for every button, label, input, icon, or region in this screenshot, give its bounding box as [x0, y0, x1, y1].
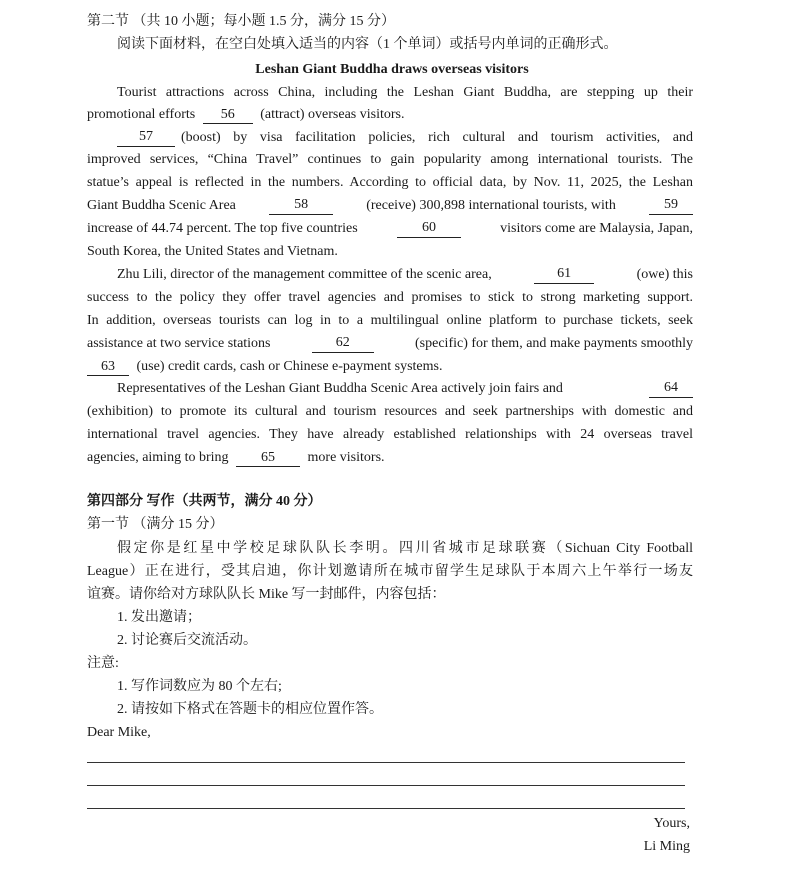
p3-line1 — [117, 266, 693, 284]
p2-line2: improved services, “China Travel” continues to gain popularity among international tourists. The — [87, 152, 693, 167]
part4-heading: 第四部分 写作（共两节，满分 40 分） — [87, 494, 322, 509]
text-segment: Giant Buddha Scenic Area — [87, 198, 236, 213]
text-segment: (receive) 300,898 international tourists, with — [366, 198, 616, 213]
part4-subheading: 第一节 （满分 15 分） — [87, 517, 224, 532]
blank-64[interactable]: 64 — [649, 380, 693, 398]
prompt-line1: 假定你是红星中学校足球队队长李明。四川省城市足球联赛（Sichuan City Football — [117, 541, 693, 556]
writing-line[interactable] — [87, 785, 685, 786]
p3-line2: success to the policy they offer travel agencies and promises to stick to strong marketing support. — [87, 290, 693, 305]
blank-60[interactable]: 60 — [397, 220, 461, 238]
letter-signature: Li Ming — [643, 839, 690, 854]
text-segment: increase of 44.74 percent. The top five countries — [87, 221, 358, 236]
blank-62[interactable]: 62 — [312, 335, 374, 353]
writing-line[interactable] — [87, 808, 685, 809]
blank-59[interactable]: 59 — [649, 197, 693, 215]
p2-line1 — [117, 129, 693, 147]
section-instruction: 阅读下面材料，在空白处填入适当的内容（1 个单词）或括号内单词的正确形式。 — [117, 37, 618, 52]
text-segment: (specific) for them, and make payments smoothly — [415, 336, 693, 351]
blank-61[interactable]: 61 — [534, 266, 594, 284]
blank-57[interactable]: 57 — [117, 129, 175, 147]
letter-greeting: Dear Mike, — [87, 725, 151, 740]
text-segment: (attract) overseas visitors. — [260, 107, 405, 122]
blank-56[interactable]: 56 — [203, 107, 253, 124]
p4-line4 — [87, 449, 385, 467]
p2-line3: statue’s appeal is reflected in the numbers. According to official data, by Nov. 11, 2025, the Leshan — [87, 175, 693, 190]
text-segment: Zhu Lili, director of the management committee of the scenic area, — [117, 267, 492, 282]
text-segment: visitors come are Malaysia, Japan, — [500, 221, 693, 236]
note-item-1: 1. 写作词数应为 80 个左右; — [117, 679, 282, 694]
blank-63[interactable]: 63 — [87, 359, 129, 376]
note-item-2: 2. 请按如下格式在答题卡的相应位置作答。 — [117, 702, 383, 717]
prompt-line2: League）正在进行，受其启迪，你计划邀请所在城市留学生足球队于本周六上午举行一场友 — [87, 564, 693, 579]
passage-title: Leshan Giant Buddha draws overseas visitors — [255, 62, 529, 77]
p1-line2 — [87, 106, 404, 124]
p2-line5 — [87, 220, 693, 238]
p4-line3: international travel agencies. They have already established relationships with 24 overseas travel — [87, 427, 693, 442]
text-segment: more visitors. — [307, 450, 385, 465]
p4-line1 — [117, 380, 693, 398]
text-segment: agencies, aiming to bring — [87, 450, 229, 465]
p1-line1: Tourist attractions across China, including the Leshan Giant Buddha, are stepping up their — [117, 85, 693, 100]
letter-closing: Yours, — [653, 816, 690, 831]
content-item-2: 2. 讨论赛后交流活动。 — [117, 633, 257, 648]
note-label: 注意: — [87, 656, 119, 671]
p3-line5 — [87, 358, 442, 376]
content-item-1: 1. 发出邀请； — [117, 610, 201, 625]
p2-line6: South Korea, the United States and Vietnam. — [87, 244, 338, 259]
p3-line4 — [87, 335, 693, 353]
writing-line[interactable] — [87, 762, 685, 763]
text-segment: promotional efforts — [87, 107, 196, 122]
section-heading: 第二节 （共 10 小题；每小题 1.5 分，满分 15 分） — [87, 14, 395, 29]
blank-58[interactable]: 58 — [269, 197, 333, 215]
text-segment: (use) credit cards, cash or Chinese e-payment systems. — [136, 359, 443, 374]
text-segment: (boost) by visa facilitation policies, rich cultural and tourism activities, and — [181, 130, 693, 145]
p3-line3: In addition, overseas tourists can log in to a multilingual online platform to purchase tickets, seek — [87, 313, 693, 328]
text-segment: (owe) this — [636, 267, 693, 282]
p4-line2: (exhibition) to promote its cultural and tourism resources and seek partnerships with domestic and — [87, 404, 693, 419]
text-segment: Representatives of the Leshan Giant Buddha Scenic Area actively join fairs and — [117, 381, 563, 396]
text-segment: assistance at two service stations — [87, 336, 271, 351]
p2-line4 — [87, 197, 693, 215]
prompt-line3: 谊赛。请你给对方球队队长 Mike 写一封邮件，内容包括： — [87, 587, 446, 602]
blank-65[interactable]: 65 — [236, 450, 300, 467]
